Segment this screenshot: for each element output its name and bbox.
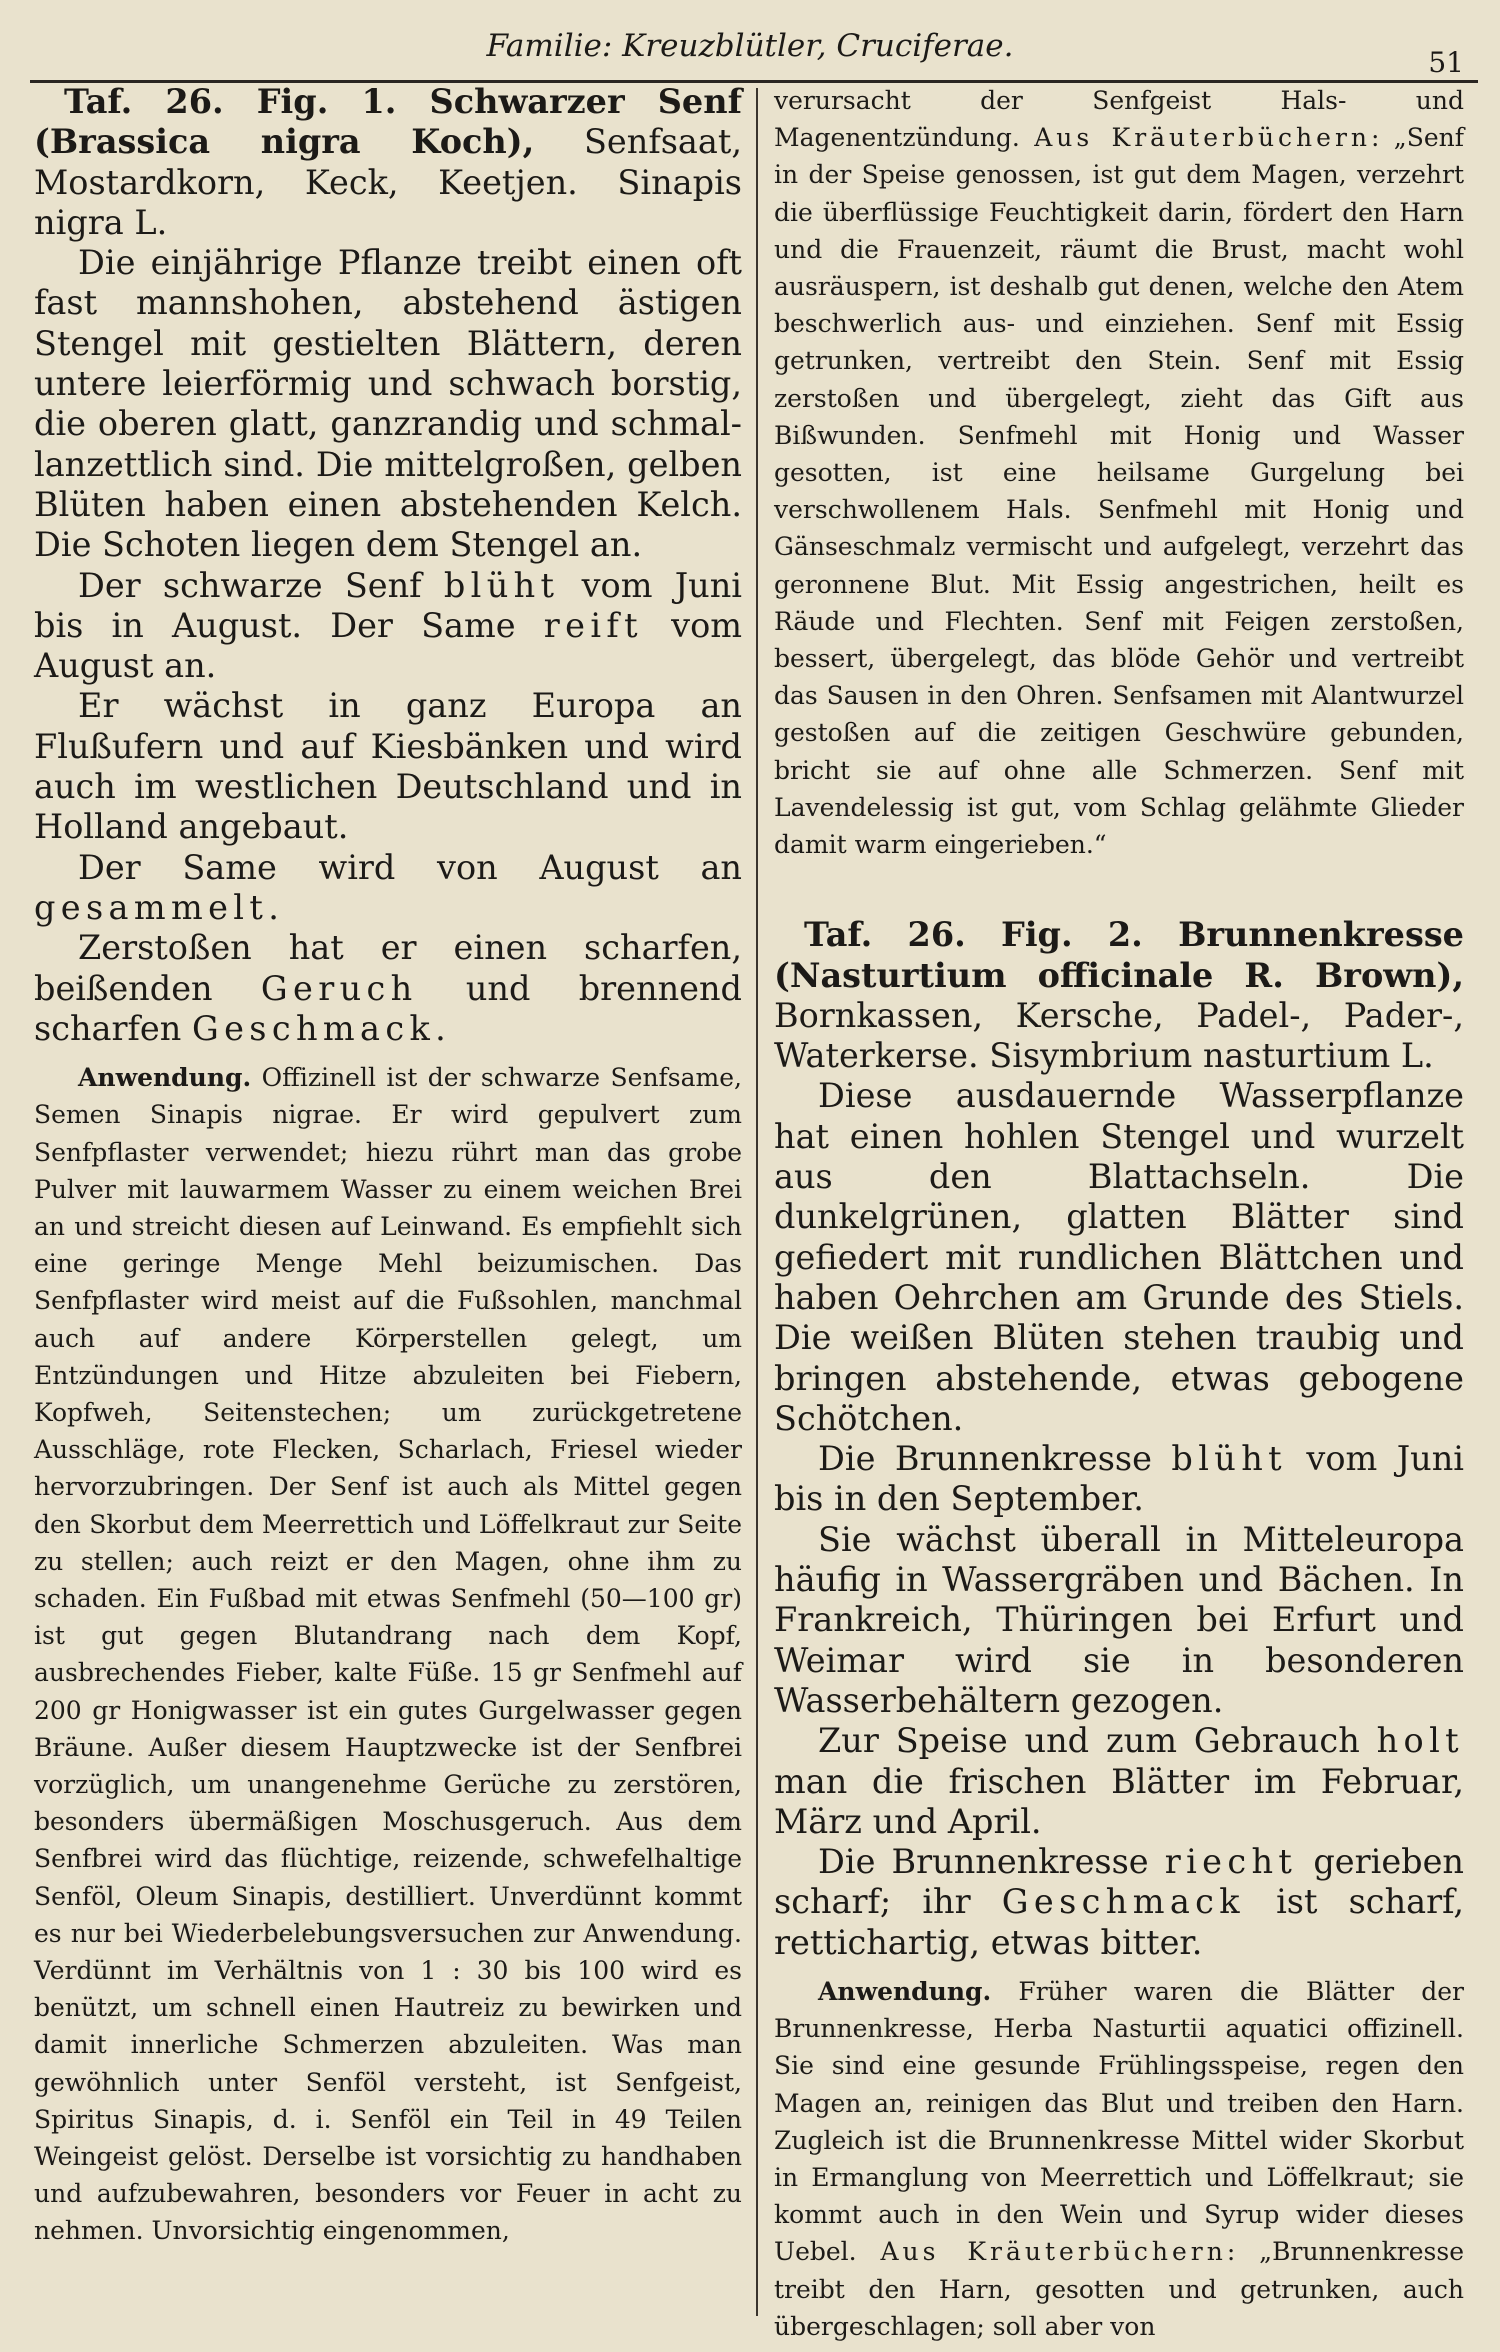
text-run: Zur Speise und zum Gebrauch <box>818 1721 1377 1761</box>
spaced-word: reift <box>543 605 643 645</box>
paragraph-description: Diese ausdauernde Wasserpflanze hat einen hohlen Stengel und wurzelt aus den Blattachseln. Die dunkelgrünen, glatten Blätter sind gefiedert mit rundlichen Blättchen und haben Oehrchen am Grunde des Stiels. Die weißen Blüten stehen traubig und bringen abstehende, etwas gebogene Schötchen. <box>774 1076 1464 1438</box>
spaced-word: Geschmack <box>1001 1882 1245 1922</box>
spaced-word: blüht <box>1171 1439 1287 1479</box>
spaced-word: holt <box>1376 1721 1464 1761</box>
text-run: und brennend scharfen <box>34 968 742 1048</box>
paragraph-smell-taste <box>34 928 742 1049</box>
entry-heading-bold: Taf. 26. Fig. 1. Schwarzer Senf (Brassica nigra Koch), <box>34 82 742 162</box>
text-run: . <box>435 1008 446 1048</box>
right-column <box>774 82 1464 2345</box>
text-run: Der schwarze Senf <box>78 565 444 605</box>
text-run: Zerstoßen hat er einen scharfen, beißenden <box>34 928 742 1008</box>
running-header: Familie: Kreuzblütler, Cruciferae. <box>486 28 1014 64</box>
usage-text: Früher waren die Blätter der Brunnenkresse, Herba Nasturtii aquatici offizinell. Sie sind eine gesunde Frühlingsspeise, regen den Magen an, reinigen das Blut und treiben den Harn. Zugleich ist die Brunnenkresse Mittel wider Skorbut in Ermanglung von Meerrettich und Löffelkraut; sie kommt auch in den Wein und Syrup wider dieses Uebel. <box>774 1976 1464 2267</box>
entry-heading-synonyms: Senfsaat, Mostardkorn, Keck, Keetjen. Sinapis nigra L. <box>34 122 742 242</box>
text-run: Die Brunnenkresse <box>818 1439 1172 1479</box>
text-run: vom Juni bis in den September. <box>774 1439 1464 1519</box>
text-run: : „Senf in der Speise genossen, ist gut dem Magen, verzehrt die überflüssige Feuchtigkeit darin, fördert den Harn und die Frauenzeit, räumt die Brust, macht wohl ausräuspern, ist deshalb gut denen, welche den Atem beschwerlich aus- und einziehen. Senf mit Essig getrunken, vertreibt den Stein. Senf mit Essig zerstoßen und übergelegt, zieht das Gift aus Bißwunden. Senfmehl mit Honig und Wasser gesotten, ist eine heilsame Gurgelung bei verschwollenem Hals. Senfmehl mit Honig und Gänseschmalz vermischt und aufgelegt, verzehrt das geronnene Blut. Mit Essig angestrichen, heilt es Räude und Flechten. Senf mit Feigen zerstoßen, bessert, übergelegt, das blöde Gehör und vertreibt das Sausen in den Ohren. Senfsamen mit Alantwurzel gestoßen auf die zeitigen Geschwüre gebunden, bricht sie auf ohne alle Schmerzen. Senf mit Lavendelessig ist gut, vom Schlag gelähmte Glieder damit warm eingerieben.“ <box>774 123 1464 860</box>
entry-heading-watercress <box>774 915 1464 1076</box>
usage-label: Anwendung. <box>818 1976 992 2006</box>
spaced-word: gesammelt <box>34 887 269 927</box>
text-run: vom August an. <box>34 605 743 686</box>
column-divider <box>756 88 758 2316</box>
spaced-word: riecht <box>1164 1842 1298 1882</box>
paragraph-habitat: Er wächst in ganz Europa an Flußufern und auf Kiesbänken und wird auch im westlichen Deutschland und in Holland angebaut. <box>34 686 742 847</box>
paragraph-collection <box>34 848 742 929</box>
usage-text: : „Brunnenkresse treibt den Harn, gesotten und getrunken, auch übergeschlagen; soll aber von <box>774 2237 1464 2341</box>
paragraph-continuation <box>774 82 1464 863</box>
entry-heading-black-mustard <box>34 82 742 243</box>
page-number: 51 <box>1428 46 1464 79</box>
spaced-word: blüht <box>443 565 560 605</box>
text-run: gerieben scharf; ihr <box>774 1842 1464 1922</box>
text-run: vom Juni bis in August. Der Same <box>34 565 743 645</box>
text-run: verursacht der Senfgeist Hals- und Magenentzündung. <box>774 86 1464 153</box>
left-column <box>34 82 742 2250</box>
usage-text: Offizinell ist der schwarze Senfsame, Semen Sinapis nigrae. Er wird gepulvert zum Senfpflaster verwendet; hiezu rührt man das grobe Pulver mit lauwarmem Wasser zu einem weichen Brei an und streicht diesen auf Leinwand. Es empfiehlt sich eine geringe Menge Mehl beizumischen. Das Senfpflaster wird meist auf die Fußsohlen, manchmal auch auf andere Körperstellen gelegt, um Entzündungen und Hitze abzuleiten bei Fiebern, Kopfweh, Seitenstechen; um zurückgetretene Ausschläge, rote Flecken, Scharlach, Friesel wieder hervorzubringen. Der Senf ist auch als Mittel gegen den Skorbut dem Meerrettich und Löffelkraut zur Seite zu stellen; auch reizt er den Magen, ohne ihm zu schaden. Ein Fußbad mit etwas Senfmehl (50—100 gr) ist gut gegen Blutandrang nach dem Kopf, ausbrechendes Fieber, kalte Füße. 15 gr Senfmehl auf 200 gr Honigwasser ist ein gutes Gurgelwasser gegen Bräune. Außer diesem Hauptzwecke ist der Senfbrei vorzüglich, um unangenehme Gerüche zu zerstören, besonders übermäßigen Moschusgeruch. Aus dem Senfbrei wird das flüchtige, reizende, schwefelhaltige Senföl, Oleum Sinapis, destilliert. Unverdünnt kommt es nur bei Wiederbelebungsversuchen zur Anwendung. Verdünnt im Verhältnis von 1 : 30 bis 100 wird es benützt, um schnell einen Hautreiz zu bewirken und damit innerliche Schmerzen abzuleiten. Was man gewöhnlich unter Senföl versteht, ist Senfgeist, Spiritus Sinapis, d. i. Senföl ein Teil in 49 Teilen Weingeist gelöst. Derselbe ist vorsichtig zu handhaben und aufzubewahren, besonders vor Feuer in acht zu nehmen. Unvorsichtig eingenommen, <box>34 1063 742 2246</box>
paragraph-usage <box>774 1973 1464 2345</box>
usage-label: Anwendung. <box>78 1063 252 1093</box>
paragraph-usage <box>34 1059 742 2250</box>
spaced-word: Geruch <box>260 968 418 1008</box>
entry-heading-synonyms: Bornkassen, Kersche, Padel-, Pader-, Waterkerse. Sisymbrium nasturtium L. <box>774 995 1464 1076</box>
spaced-word: Aus Kräuterbüchern <box>1034 123 1371 153</box>
text-run: ist scharf, rettichartig, etwas bitter. <box>774 1882 1464 1962</box>
paragraph-flowering <box>774 1439 1464 1520</box>
spaced-word: Aus Kräuterbüchern <box>880 2237 1227 2267</box>
paragraph-flowering <box>34 566 742 687</box>
entry-heading-bold: Taf. 26. Fig. 2. Brunnenkresse (Nasturtium officinale R. Brown), <box>774 915 1464 995</box>
text-run: Die Brunnenkresse <box>818 1842 1165 1882</box>
paragraph-smell-taste <box>774 1842 1464 1963</box>
paragraph-collection <box>774 1721 1464 1842</box>
spaced-word: Geschmack <box>191 1008 436 1048</box>
paragraph-description: Die einjährige Pflanze treibt einen oft fast mannshohen, abstehend ästigen Stengel mit gestielten Blättern, deren untere leierförmig und schwach borstig, die oberen glatt, ganzrandig und schmal-lanzettlich sind. Die mittelgroßen, gelben Blüten haben einen abstehenden Kelch. Die Schoten liegen dem Stengel an. <box>34 243 742 565</box>
text-run: Der Same wird von August an <box>78 847 742 887</box>
text-run: . <box>268 887 279 927</box>
paragraph-habitat: Sie wächst überall in Mitteleuropa häufig in Wassergräben und Bächen. In Frankreich, Thüringen bei Erfurt und Weimar wird sie in besonderen Wasserbehältern gezogen. <box>774 1519 1464 1720</box>
text-run: man die frischen Blätter im Februar, März und April. <box>774 1761 1464 1841</box>
